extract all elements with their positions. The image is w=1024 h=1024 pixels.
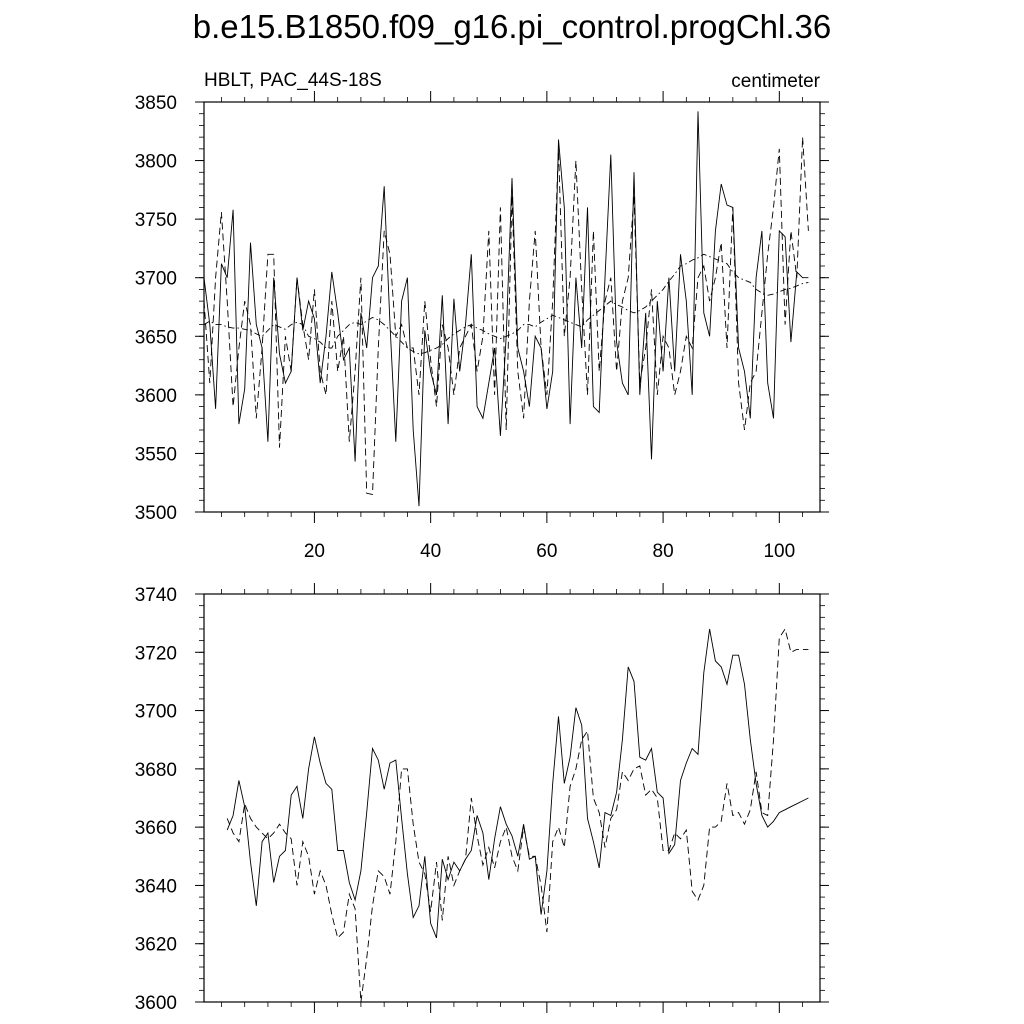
bottom-y-tick-label: 3720 [134,643,177,665]
top-plot-frame [204,102,820,512]
top-y-tick-label: 3500 [134,503,177,524]
top-y-tick-label: 3600 [134,385,177,407]
bottom-y-tick-label: 3640 [134,876,177,898]
top-x-tick-label: 80 [652,541,674,562]
bottom-y-tick-label: 3620 [134,934,177,956]
top-x-tick-label: 60 [536,541,558,562]
top-y-tick-label: 3750 [134,210,177,232]
bottom-y-tick-label: 3660 [134,818,177,840]
bottom-y-tick-label: 3600 [134,993,177,1014]
top-x-tick-label: 100 [763,541,796,562]
bottom-panel [135,583,829,1014]
top-y-tick-label: 3700 [134,268,177,290]
bottom-y-tick-label: 3680 [134,759,177,781]
bottom-series-dashed-line [227,629,808,1002]
top-panel-right-label: centimeter [731,71,820,92]
top-y-tick-label: 3550 [134,444,177,466]
bottom-y-tick-label: 3740 [134,585,177,606]
top-panel-left-label: HBLT, PAC_44S-18S [204,70,382,91]
bottom-series-group [227,629,808,1002]
figure-title: b.e15.B1850.f09_g16.pi_control.progChl.36 [192,8,832,45]
bottom-plot-frame [204,594,820,1002]
top-axes [135,91,829,562]
bottom-y-tick-label: 3700 [134,701,177,723]
top-y-tick-label: 3800 [134,151,177,173]
top-y-tick-label: 3650 [134,327,177,349]
top-x-tick-label: 40 [420,541,442,562]
top-x-tick-label: 20 [303,541,325,562]
top-y-tick-label: 3850 [134,93,177,114]
top-series-group [204,111,808,506]
top-panel [135,70,829,562]
